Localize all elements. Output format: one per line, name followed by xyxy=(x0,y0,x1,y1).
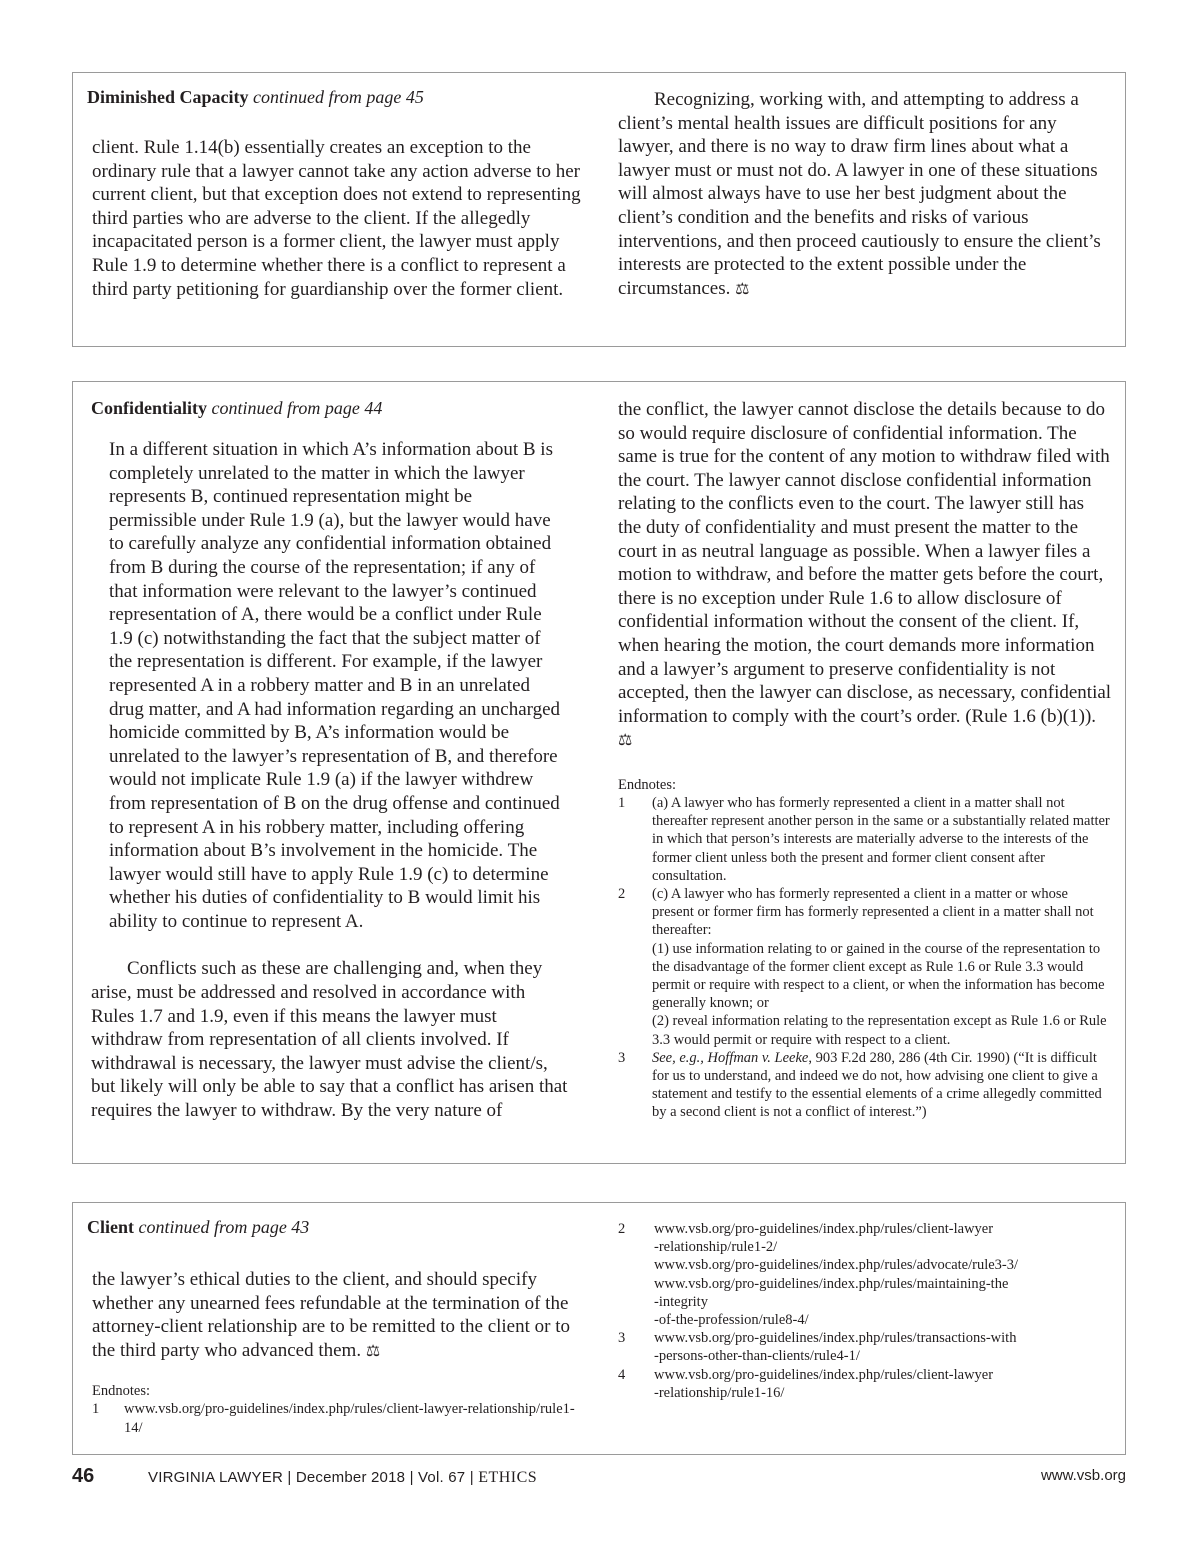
confidentiality-title: Confidentiality xyxy=(91,398,208,418)
endnote-link-text[interactable]: www.vsb.org/pro-guidelines/index.php/rules/client-lawyer-relationship/rule1-14/ xyxy=(124,1401,575,1436)
scales-end-icon: ⚖ xyxy=(365,1340,381,1360)
client-left-body: the lawyer’s ethical duties to the client, and should specify whether any unearned fees refundable at the termination of the attorney-client relationship are to be remitted to the client or to the third party who advanced them. xyxy=(92,1269,570,1361)
endnote-case-citation: See, e.g., Hoffman v. Leeke xyxy=(652,1049,809,1066)
endnote-text: (a) A lawyer who has formerly represented a client in a matter shall not thereafter represent another person in the same or a substantially related matter in which that person’s interests are materially adverse to the interests of the former client unless both the present and former client consent after consultation. xyxy=(652,794,1110,884)
diminished-title: Diminished Capacity xyxy=(87,87,249,107)
footer-separator: | xyxy=(287,1469,292,1486)
confidentiality-heading xyxy=(91,396,569,420)
client-endnote xyxy=(618,1329,1112,1365)
page-footer xyxy=(72,1465,1126,1495)
website-link[interactable]: www.vsb.org xyxy=(1040,1467,1126,1484)
confidentiality-right-body: the conflict, the lawyer cannot disclose the details because to do so would require disclosure of confidential information. The same is true for the content of any motion to withdraw filed with the court. The lawyer cannot disclose confidential information relating to the conflicts even to the court. The lawyer still has the duty of confidentiality and must present the matter to the court in as neutral language as possible. When a lawyer files a motion to withdraw, and before the matter gets before the court, there is no exception under Rule 1.6 to allow disclosure of confidential information without the consent of the client. If, when hearing the motion, the court demands more information and a lawyer’s argument to preserve confidentiality is not accepted, then the lawyer can disclose, as necessary, confidential information to comply with the court’s order. (Rule 1.6 (b)(1)). xyxy=(618,399,1112,727)
endnote-number: 3 xyxy=(618,1330,626,1347)
confidentiality-left-para2: Conflicts such as these are challenging and, when they arise, must be addressed and resolved in accordance with Rules 1.7 and 1.9, even if this means the lawyer must withdraw from representation of all clients involved. If withdrawal is necessary, the lawyer must advise the client/s, but likely will only be able to say that a conflict has arisen that requires the lawyer to withdraw. By the very nature of xyxy=(91,958,568,1122)
client-box xyxy=(72,1202,1126,1455)
endnote-text: (c) A lawyer who has formerly represented a client in a matter or whose present or former firm has formerly represented a client in a matter shall not thereafter: (1) use information relating to or gained in the course of the representation to the disadvantage of the former client except as Rule 1.6 or Rule 3.3 would permit or require with respect to a client, or when the information has become generally known; or (2) reveal information relating to the representation except as Rule 1.6 or Rule 3.3 would permit or require with respect to a client. xyxy=(652,885,1107,1048)
client-left-text xyxy=(87,1268,577,1362)
endnote-number: 2 xyxy=(618,1221,626,1237)
page-number: 46 xyxy=(72,1465,95,1487)
confidentiality-continued: continued from page 44 xyxy=(211,398,383,418)
client-endnote xyxy=(618,1220,1112,1329)
confidentiality-endnotes-title: Endnotes: xyxy=(618,776,676,793)
client-endnote xyxy=(618,1366,1112,1402)
client-left-column xyxy=(87,1215,577,1437)
diminished-right-text xyxy=(618,88,1110,300)
footer-separator: | xyxy=(409,1469,414,1486)
client-right-column xyxy=(618,1220,1112,1402)
confidentiality-endnote xyxy=(618,794,1112,885)
diminished-right-column xyxy=(618,88,1110,300)
footer-publication-line xyxy=(148,1469,537,1487)
confidentiality-right-column xyxy=(618,398,1112,1122)
diminished-heading xyxy=(87,85,585,109)
endnote-number: 1 xyxy=(92,1401,100,1418)
diminished-continued: continued from page 45 xyxy=(253,87,424,107)
confidentiality-left-column xyxy=(91,396,569,1123)
endnote-link-text[interactable]: www.vsb.org/pro-guidelines/index.php/rules/client-lawyer -relationship/rule1-16/ xyxy=(654,1366,994,1401)
client-heading xyxy=(87,1215,577,1239)
client-endnotes-title: Endnotes: xyxy=(92,1383,150,1400)
scales-end-icon: ⚖ xyxy=(618,730,633,750)
client-title: Client xyxy=(87,1217,134,1237)
endnote-link-text[interactable]: www.vsb.org/pro-guidelines/index.php/rules/client-lawyer -relationship/rule1-2/ www.vsb.org/pro-guidelines/index.php/rules/advocate/rule3-3/ www.vsb.org/pro-guidelines/index.php/rules/maintaining-the -integrity -of-the-profession/rule8-4/ xyxy=(654,1221,1019,1329)
issue-volume: Vol. 67 xyxy=(418,1469,466,1486)
confidentiality-endnote xyxy=(618,885,1112,1049)
endnote-number: 1 xyxy=(618,794,626,811)
diminished-left-column xyxy=(87,85,585,301)
endnote-number: 3 xyxy=(618,1049,626,1066)
client-continued: continued from page 43 xyxy=(138,1217,310,1237)
confidentiality-right-text xyxy=(618,398,1112,752)
endnote-text xyxy=(652,1049,1112,1122)
footer-separator: | xyxy=(469,1469,474,1486)
confidentiality-box xyxy=(72,381,1126,1164)
diminished-left-text: client. Rule 1.14(b) essentially creates an exception to the ordinary rule that a lawyer cannot take any action adverse to her current client, but that exception does not extend to representing third parties who are adverse to the client. If the allegedly incapacitated person is a former client, the lawyer must apply Rule 1.9 to determine whether there is a conflict to represent a third party petitioning for guardianship over the former client. xyxy=(92,137,581,300)
confidentiality-left-para1: In a different situation in which A’s information about B is completely unrelated to the matter in which the lawyer represents B, continued representation might be permissible under Rule 1.9 (a), but the lawyer would have to carefully analyze any confidential information obtained from B during the course of the representation; if any of that information were relevant to the lawyer’s continued representation of A, there would be a conflict under Rule 1.9 (c) notwithstanding the fact that the subject matter of the representation is different. For example, if the lawyer represented A in a robbery matter and B in an unrelated drug matter, and A had information regarding an uncharged homicide committed by B, A’s information would be unrelated to the lawyer’s representation of B, and therefore would not implicate Rule 1.9 (a) if the lawyer withdrew from representation of B on the drug offense and continued to represent A in his robbery matter, including offering information about B’s involvement in the homicide. The lawyer would still have to apply Rule 1.9 (c) to determine whether his duties of confidentiality to B would limit his ability to continue to represent A. xyxy=(109,439,561,932)
confidentiality-endnote xyxy=(618,1049,1112,1122)
endnote-number: 2 xyxy=(618,885,626,902)
endnote-case-text: , 903 F.2d 280, 286 (4th Cir. 1990) (“It is difficult for us to understand, and indeed we do not, how advising one client to give a statement and testify to the essential elements of a crime allegedly committed by a second client is not a conflict of interest.”) xyxy=(652,1049,1102,1121)
diminished-right-body: Recognizing, working with, and attempting to address a client’s mental health issues are difficult positions for any lawyer, and there is no way to draw firm lines about what a lawyer must or must not do. A lawyer in one of these situations will almost always have to use her best judgment about the client’s condition and the benefits and risks of various interventions, and then proceed cautiously to ensure the client’s interests are protected to the extent possible under the circumstances. xyxy=(618,89,1101,299)
magazine-name: VIRGINIA LAWYER xyxy=(148,1469,283,1486)
section-name: ETHICS xyxy=(478,1469,538,1486)
scales-end-icon: ⚖ xyxy=(735,278,750,298)
diminished-capacity-box xyxy=(72,72,1126,347)
issue-date: December 2018 xyxy=(295,1469,406,1486)
client-endnote xyxy=(87,1400,577,1436)
endnote-link-text[interactable]: www.vsb.org/pro-guidelines/index.php/rules/transactions-with -persons-other-than-clients/rule4-1/ xyxy=(654,1330,1017,1365)
endnote-number: 4 xyxy=(618,1366,626,1383)
